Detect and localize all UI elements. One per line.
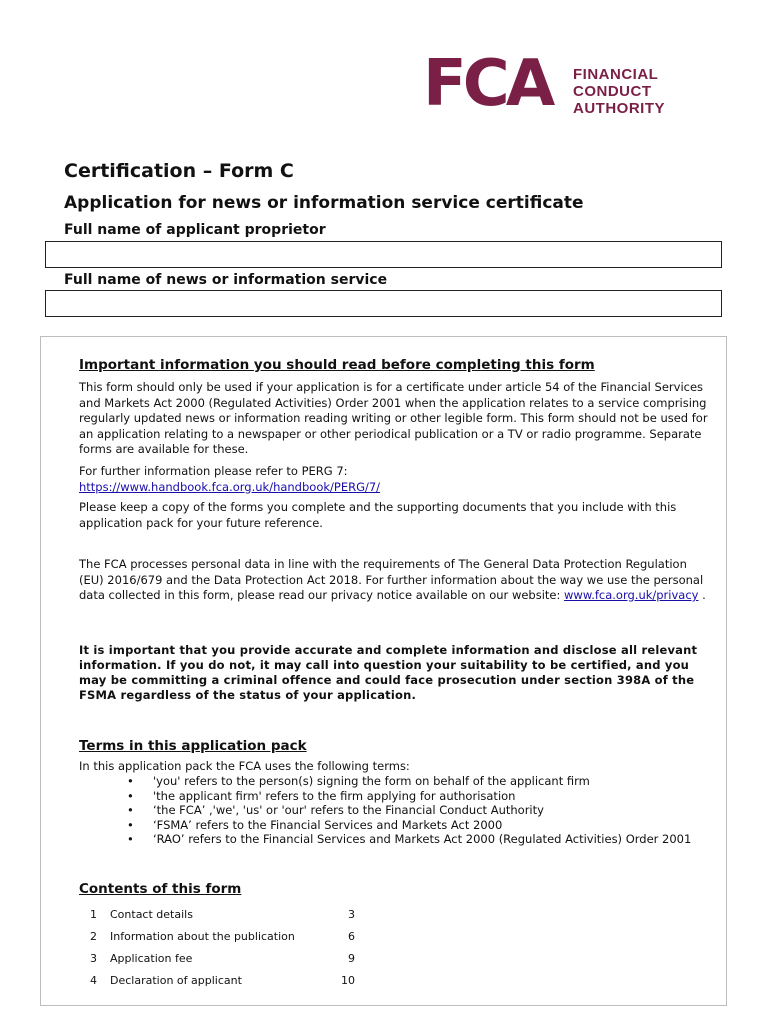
further-info-paragraph (79, 464, 714, 495)
terms-item: • 'you' refers to the person(s) signing the form on behalf of the applicant firm (120, 774, 715, 789)
contents-page: 9 (348, 951, 355, 965)
privacy-suffix: . (698, 588, 706, 602)
logo-line: CONDUCT (573, 83, 652, 100)
privacy-text: The FCA processes personal data in line with the requirements of The General Data Protection Regulation (EU) 2016/679 and the Data Protection Act 2018. For further information about the way we use the personal data collected in this form, please read our privacy notice available on our website: (79, 557, 704, 602)
contents-heading: Contents of this form (79, 881, 242, 897)
service-name-label: Full name of news or information service (64, 272, 388, 288)
important-info-heading: Important information you should read before completing this form (79, 357, 595, 373)
contents-table (90, 903, 360, 991)
service-name-field[interactable] (45, 290, 722, 317)
contents-row (90, 947, 360, 969)
fca-logo-text (573, 66, 665, 117)
contents-title: Information about the publication (110, 929, 295, 943)
warning-paragraph: It is important that you provide accurate and complete information and disclose all relevant information. If you do not, it may call into question your suitability to be certified, and you may be committing a criminal offence and could face prosecution under section 398A of the FSMA regardless of the status of your application. (79, 643, 698, 702)
applicant-name-label: Full name of applicant proprietor (64, 222, 326, 238)
contents-page: 6 (348, 929, 355, 943)
terms-item: • 'the applicant firm' refers to the firm applying for authorisation (120, 789, 715, 804)
terms-heading: Terms in this application pack (79, 738, 307, 754)
contents-number: 2 (90, 929, 97, 943)
logo-line: FINANCIAL (573, 66, 659, 83)
terms-item: • ‘the FCA’ ,'we', 'us' or 'our' refers to the Financial Conduct Authority (120, 803, 715, 818)
contents-title: Contact details (110, 907, 193, 921)
privacy-paragraph (79, 557, 714, 604)
important-info-paragraph: This form should only be used if your application is for a certificate under article 54 of the Financial Services and Markets Act 2000 (Regulated Activities) Order 2001 when the application relates to a service comprising regularly updated news or information reading writing or other legible form. This form should not be used for an application relating to a newspaper or other periodical publication or a TV or radio programme. Separate forms are available for these. (79, 380, 708, 456)
terms-intro: In this application pack the FCA uses the following terms: (79, 759, 410, 773)
fca-logo (423, 47, 683, 122)
page-subtitle: Application for news or information service certificate (64, 193, 584, 213)
further-info-text: For further information please refer to PERG 7: (79, 464, 348, 478)
contents-page: 3 (348, 907, 355, 921)
terms-item: • ‘FSMA’ refers to the Financial Services and Markets Act 2000 (120, 818, 715, 833)
privacy-link[interactable]: www.fca.org.uk/privacy (564, 588, 699, 602)
contents-row (90, 903, 360, 925)
perg7-link[interactable]: https://www.handbook.fca.org.uk/handbook/PERG/7/ (79, 479, 381, 494)
fca-logo-mark: FCA (423, 47, 552, 121)
contents-title: Declaration of applicant (110, 973, 242, 987)
terms-item: • ‘RAO’ refers to the Financial Services and Markets Act 2000 (Regulated Activities) Order 2001 (120, 832, 715, 847)
contents-number: 1 (90, 907, 97, 921)
contents-page: 10 (341, 973, 355, 987)
contents-number: 3 (90, 951, 97, 965)
contents-number: 4 (90, 973, 97, 987)
logo-line: AUTHORITY (573, 100, 665, 117)
applicant-name-field[interactable] (45, 241, 722, 268)
keep-copy-paragraph: Please keep a copy of the forms you complete and the supporting documents that you include with this application pack for your future reference. (79, 500, 677, 530)
contents-row (90, 925, 360, 947)
terms-list (120, 774, 715, 847)
contents-title: Application fee (110, 951, 193, 965)
contents-row (90, 969, 360, 991)
page-title: Certification – Form C (64, 160, 294, 182)
